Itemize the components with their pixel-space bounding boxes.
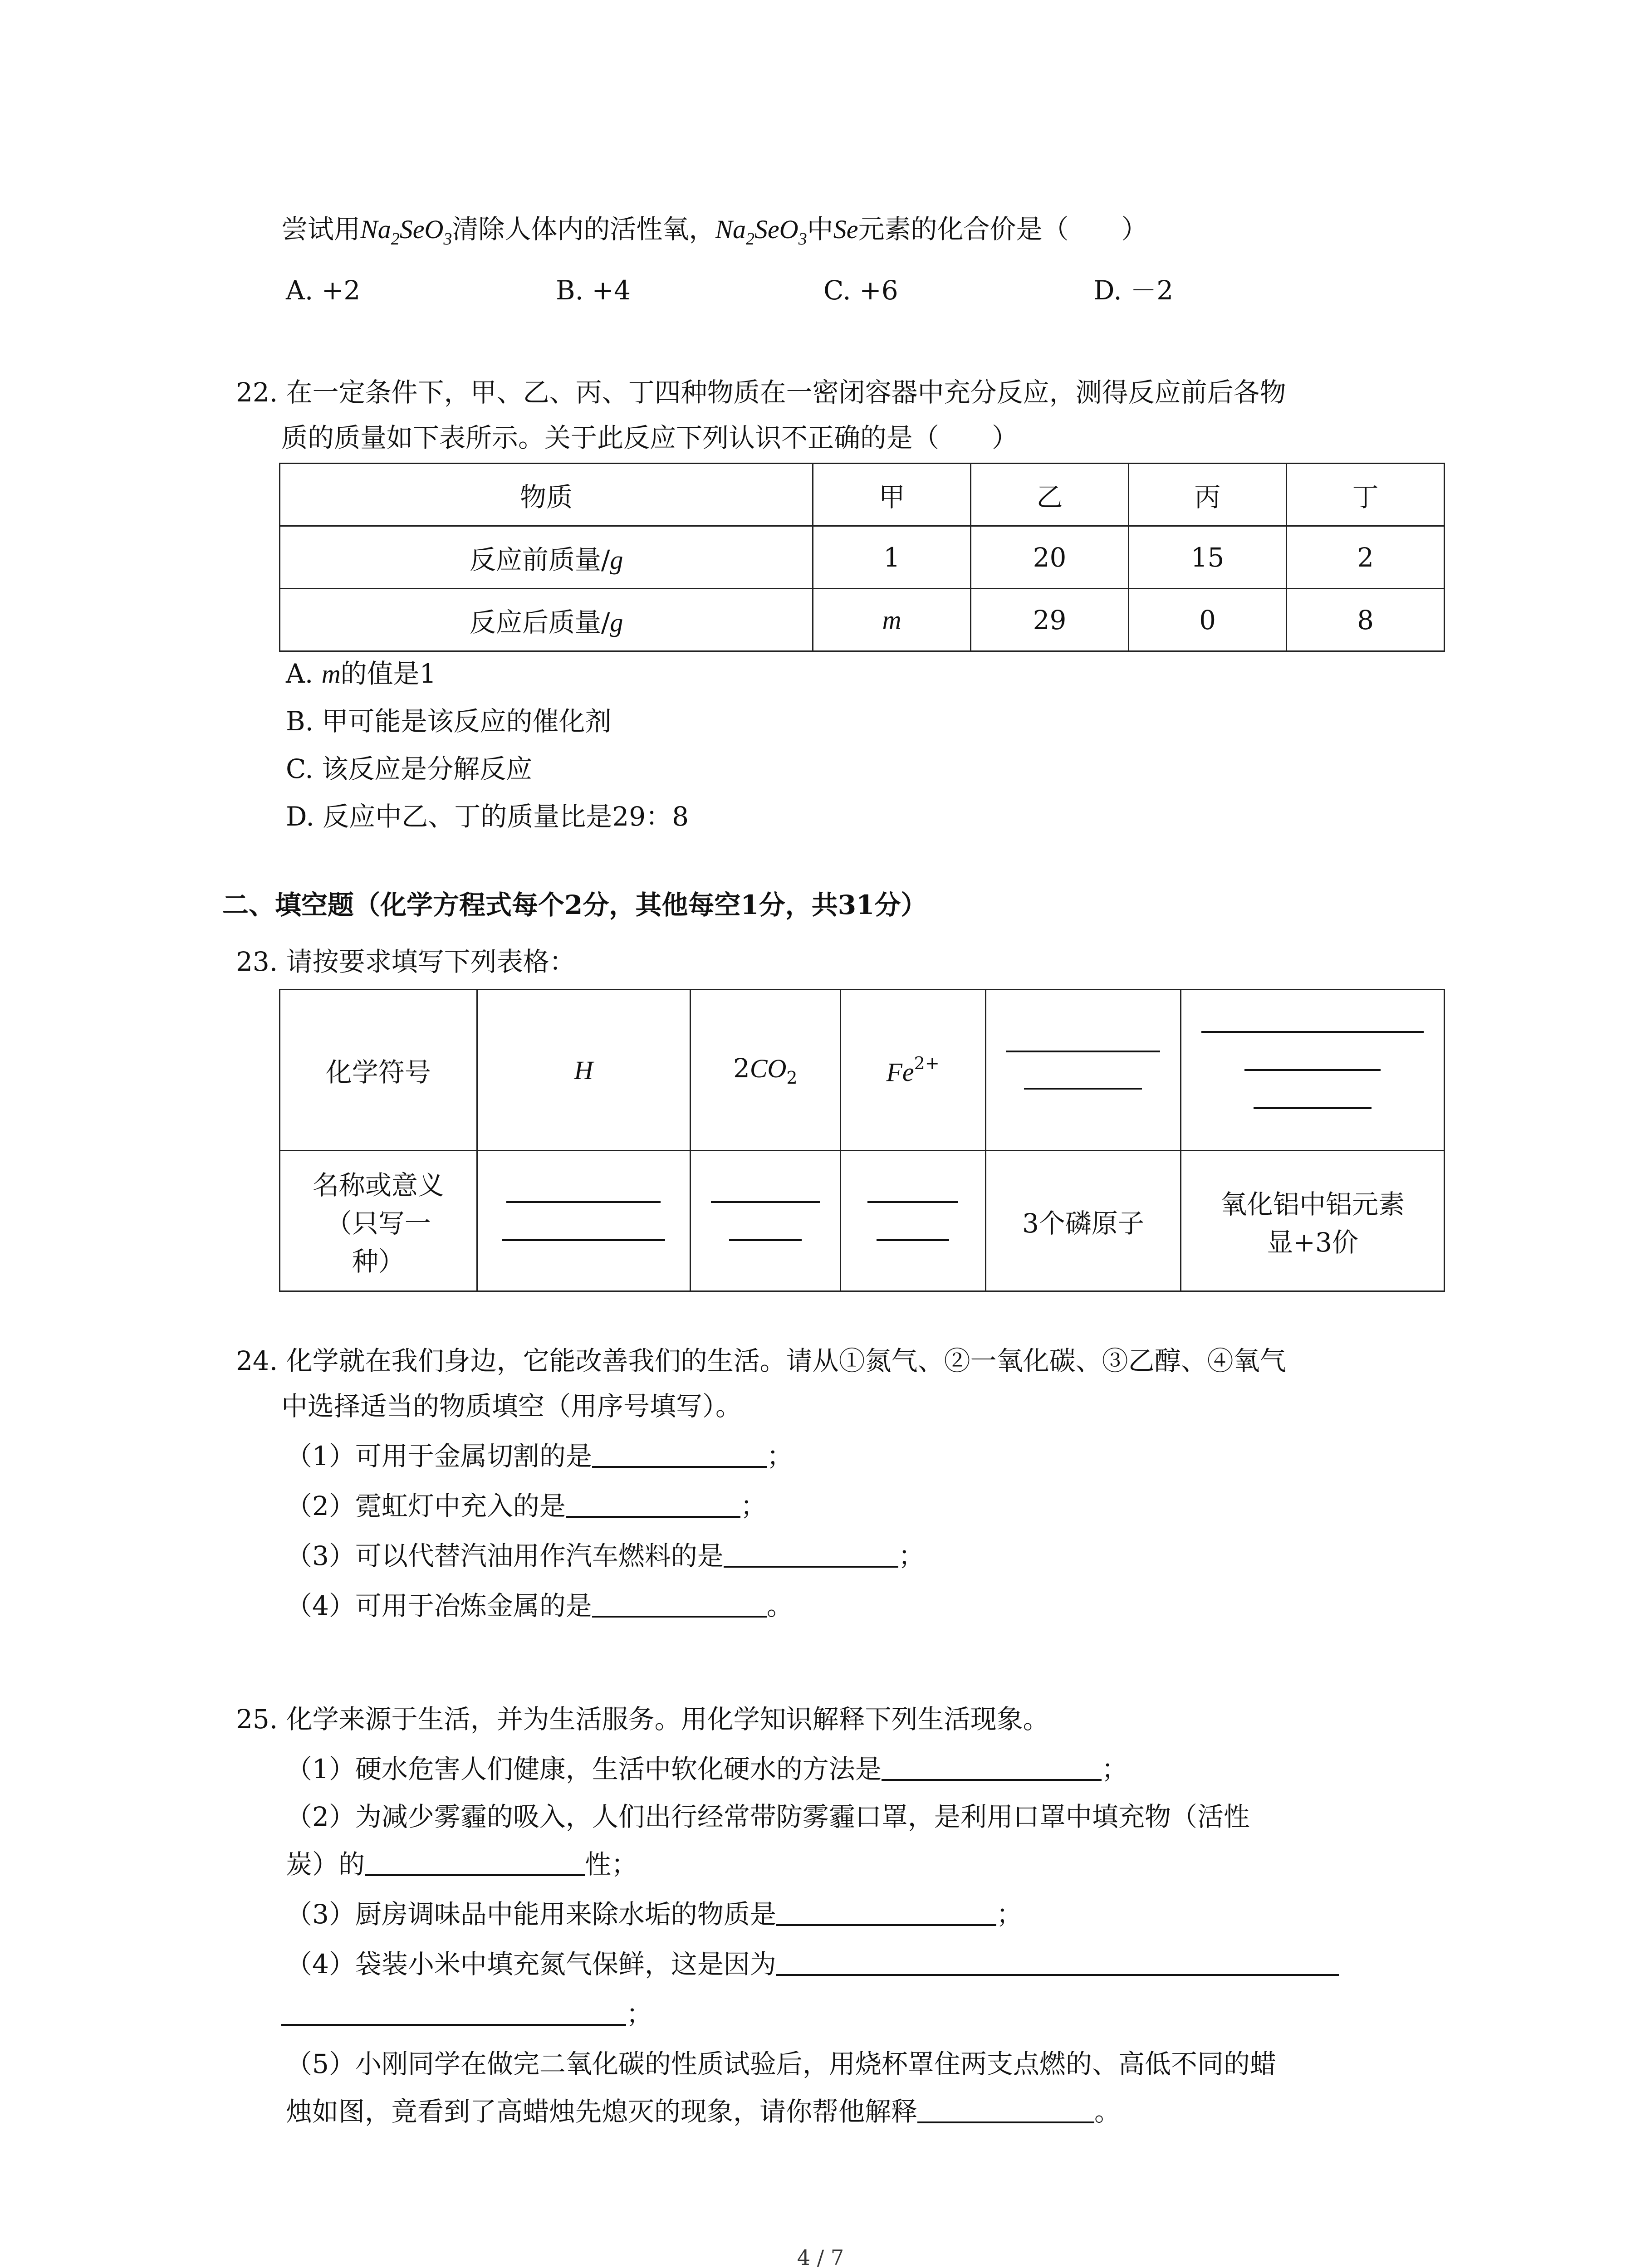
meaning-blank-h[interactable] bbox=[477, 1151, 690, 1291]
page-number: 4 / 7 bbox=[797, 2245, 844, 2268]
row-before-label: 反应前质量/g bbox=[280, 526, 813, 589]
answer-blank[interactable] bbox=[776, 1899, 996, 1926]
answer-blank[interactable] bbox=[365, 1849, 585, 1876]
q25-item-4: （4）袋装小米中填充氮气保鲜，这是因为 bbox=[286, 1946, 1339, 1982]
answer-blank[interactable] bbox=[917, 2096, 1094, 2123]
q24-item-4: （4）可用于冶炼金属的是 。 bbox=[286, 1590, 793, 1621]
q22-mass-table bbox=[279, 463, 1445, 652]
na2seo3-formula-2: $Na_2SeO_3$ bbox=[715, 215, 807, 249]
symbol-fe2plus: $Fe^{2+}$ bbox=[840, 990, 985, 1151]
answer-blank[interactable] bbox=[281, 1999, 626, 2026]
answer-blank[interactable] bbox=[592, 1590, 767, 1618]
cell: 15 bbox=[1129, 526, 1287, 589]
na2seo3-formula: $Na_2SeO_3$ bbox=[360, 215, 452, 249]
q24-item-2: （2）霓虹灯中充入的是 ； bbox=[286, 1491, 767, 1521]
symbol-h: H bbox=[477, 990, 690, 1151]
q22-stem-line1: 22. 在一定条件下，甲、乙、丙、丁四种物质在一密闭容器中充分反应，测得反应前后各物 bbox=[236, 377, 1286, 408]
q23-symbol-table bbox=[279, 989, 1445, 1292]
q25-stem: 25. 化学来源于生活，并为生活服务。用化学知识解释下列生活现象。 bbox=[236, 1704, 1049, 1735]
answer-blank[interactable] bbox=[776, 1949, 1339, 1976]
q24-stem-line1: 24. 化学就在我们身边，它能改善我们的生活。请从①氮气、②一氧化碳、③乙醇、④氧气 bbox=[236, 1345, 1286, 1376]
q21-stem: 尝试用$Na_2SeO_3$清除人体内的活性氧，$Na_2SeO_3$中Se元素的化合价是（ ） bbox=[281, 214, 1148, 249]
q25-item-3: （3）厨房调味品中能用来除水垢的物质是 ； bbox=[286, 1899, 1023, 1930]
q25-item-5-line2: 烛如图，竟看到了高蜡烛先熄灭的现象，请你帮他解释 。 bbox=[286, 2096, 1121, 2127]
table-header-substance: 物质 bbox=[280, 464, 813, 526]
q22-option-a: A. m的值是1 bbox=[286, 658, 436, 689]
row-after-label: 反应后质量/g bbox=[280, 589, 813, 651]
q21-option-c: C. +6 bbox=[823, 275, 898, 306]
q24-item-1: （1）可用于金属切割的是 ； bbox=[286, 1441, 793, 1471]
q25-item-2-line1: （2）为减少雾霾的吸入，人们出行经常带防雾霾口罩，是利用口罩中填充物（活性 bbox=[286, 1801, 1250, 1832]
q24-stem-line2: 中选择适当的物质填空（用序号填写）。 bbox=[281, 1391, 742, 1422]
q22-option-c: C. 该反应是分解反应 bbox=[286, 753, 533, 784]
cell: m bbox=[813, 589, 971, 651]
section-title: 二、填空题（化学方程式每个2分，其他每空1分，共31分） bbox=[222, 890, 927, 920]
q22-option-d: D. 反应中乙、丁的质量比是29：8 bbox=[286, 801, 689, 832]
meaning-blank-fe2plus[interactable] bbox=[840, 1151, 985, 1291]
q24-item-3: （3）可以代替汽油用作汽车燃料的是 ； bbox=[286, 1540, 925, 1571]
table-header-ding: 丁 bbox=[1287, 464, 1445, 526]
answer-blank[interactable] bbox=[566, 1491, 740, 1518]
cell: 8 bbox=[1287, 589, 1445, 651]
q21-option-d: D. －2 bbox=[1093, 275, 1174, 306]
answer-blank[interactable] bbox=[882, 1754, 1102, 1781]
table-header-jia: 甲 bbox=[813, 464, 971, 526]
symbol-2co2: $2CO_2$ bbox=[690, 990, 840, 1151]
q25-item-2-line2: 炭）的 性； bbox=[286, 1849, 638, 1880]
table-header-bing: 丙 bbox=[1129, 464, 1287, 526]
row-meaning-label: 名称或意义 （只写一 种） bbox=[280, 1151, 477, 1291]
table-header-yi: 乙 bbox=[971, 464, 1129, 526]
symbol-blank-p[interactable] bbox=[985, 990, 1181, 1151]
cell: 2 bbox=[1287, 526, 1445, 589]
answer-blank[interactable] bbox=[724, 1540, 898, 1568]
q25-item-5-line1: （5）小刚同学在做完二氧化碳的性质试验后，用烧杯罩住两支点燃的、高低不同的蜡 bbox=[286, 2048, 1276, 2079]
q25-item-1: （1）硬水危害人们健康，生活中软化硬水的方法是 ； bbox=[286, 1754, 1128, 1784]
q23-stem: 23. 请按要求填写下列表格： bbox=[236, 946, 576, 977]
answer-blank[interactable] bbox=[592, 1441, 767, 1468]
q25-item-4-cont: ； bbox=[281, 1996, 652, 2032]
q22-stem-line2: 质的质量如下表所示。关于此反应下列认识不正确的是（ ） bbox=[281, 422, 1019, 453]
cell: 0 bbox=[1129, 589, 1287, 651]
cell: 1 bbox=[813, 526, 971, 589]
row-symbol-label: 化学符号 bbox=[280, 990, 477, 1151]
meaning-3p: 3个磷原子 bbox=[985, 1151, 1181, 1291]
q21-option-a: A. +2 bbox=[286, 275, 361, 306]
meaning-al: 氧化铝中铝元素 显+3价 bbox=[1181, 1151, 1445, 1291]
symbol-blank-al[interactable] bbox=[1181, 990, 1445, 1151]
q22-option-b: B. 甲可能是该反应的催化剂 bbox=[286, 706, 612, 737]
cell: 29 bbox=[971, 589, 1129, 651]
cell: 20 bbox=[971, 526, 1129, 589]
q21-option-b: B. +4 bbox=[556, 275, 631, 306]
meaning-blank-2co2[interactable] bbox=[690, 1151, 840, 1291]
